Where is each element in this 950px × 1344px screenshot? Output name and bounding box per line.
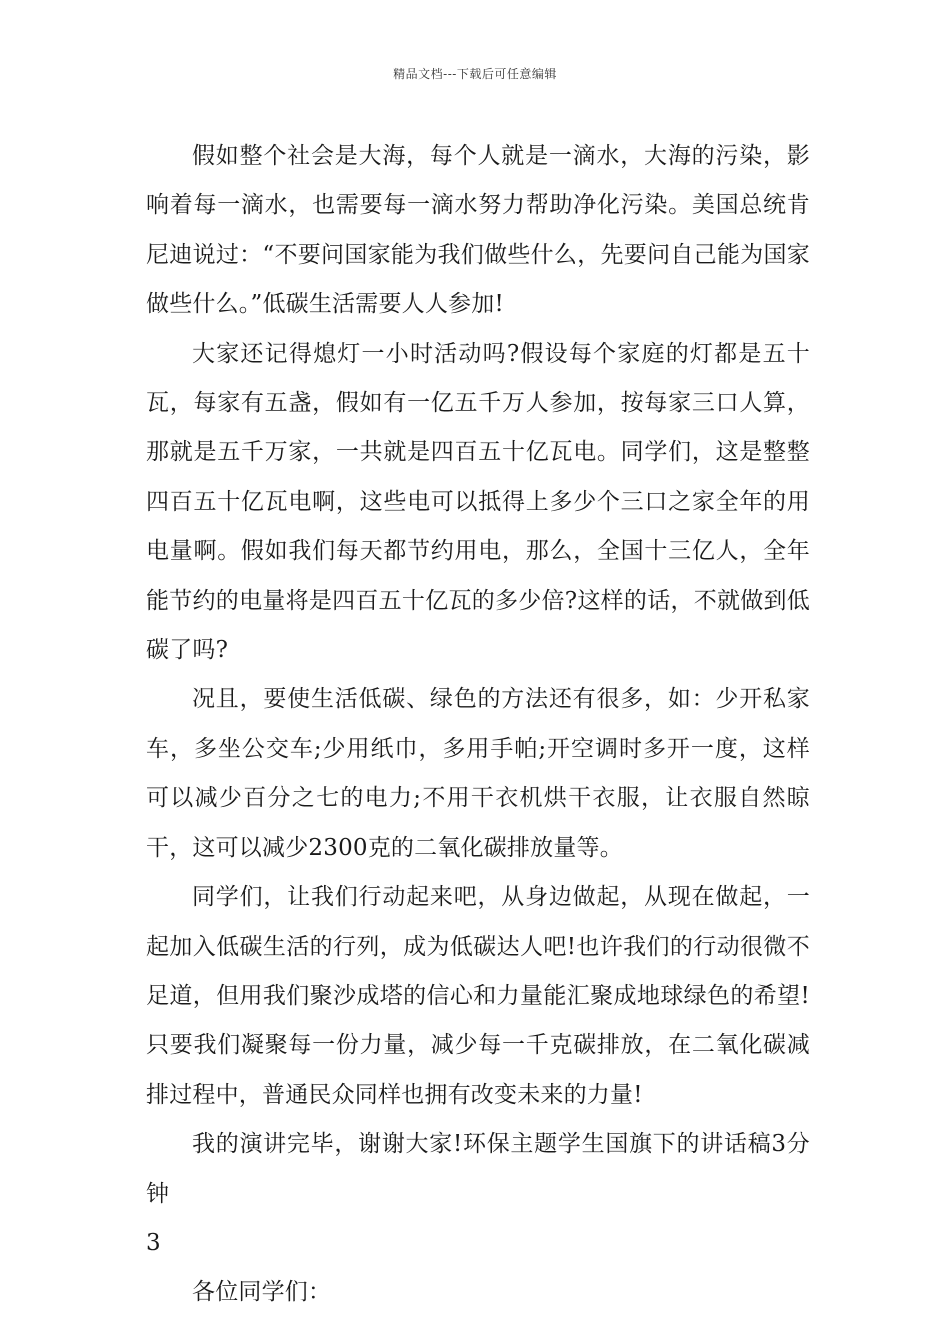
paragraph-5: 我的演讲完毕，谢谢大家!环保主题学生国旗下的讲话稿3分钟 (146, 1131, 810, 1207)
paragraph-6: 3 (146, 1229, 161, 1256)
paragraph-1: 假如整个社会是大海，每个人就是一滴水，大海的污染，影响着每一滴水，也需要每一滴水努力帮助净化污染。美国总统肯尼迪说过：“不要问国家能为我们做些什么，先要问自己能为国家做些什么。”低碳生活需要人人参加! (146, 143, 810, 318)
page-header: 精品文档---下载后可任意编辑 (393, 67, 557, 81)
paragraph-3: 况且，要使生活低碳、绿色的方法还有很多，如：少开私家车，多坐公交车;少用纸巾，多用手帕;开空调时多开一度，这样可以减少百分之七的电力;不用干衣机烘干衣服，让衣服自然晾干，这可以减少2300克的二氧化碳排放量等。 (146, 686, 810, 861)
paragraph-2: 大家还记得熄灯一小时活动吗?假设每个家庭的灯都是五十瓦，每家有五盏，假如有一亿五千万人参加，按每家三口人算，那就是五千万家，一共就是四百五十亿瓦电。同学们，这是整整四百五十亿瓦电啊，这些电可以抵得上多少个三口之家全年的用电量啊。假如我们每天都节约用电，那么，全国十三亿人，全年能节约的电量将是四百五十亿瓦的多少倍?这样的话，不就做到低碳了吗? (146, 340, 810, 664)
paragraph-7: 各位同学们： (192, 1279, 332, 1306)
paragraph-4: 同学们，让我们行动起来吧，从身边做起，从现在做起，一起加入低碳生活的行列，成为低碳达人吧!也许我们的行动很微不足道，但用我们聚沙成塔的信心和力量能汇聚成地球绿色的希望!只要我们凝聚每一份力量，减少每一千克碳排放，在二氧化碳减排过程中，普通民众同样也拥有改变未来的力量! (146, 884, 810, 1108)
document-body (146, 132, 810, 1318)
